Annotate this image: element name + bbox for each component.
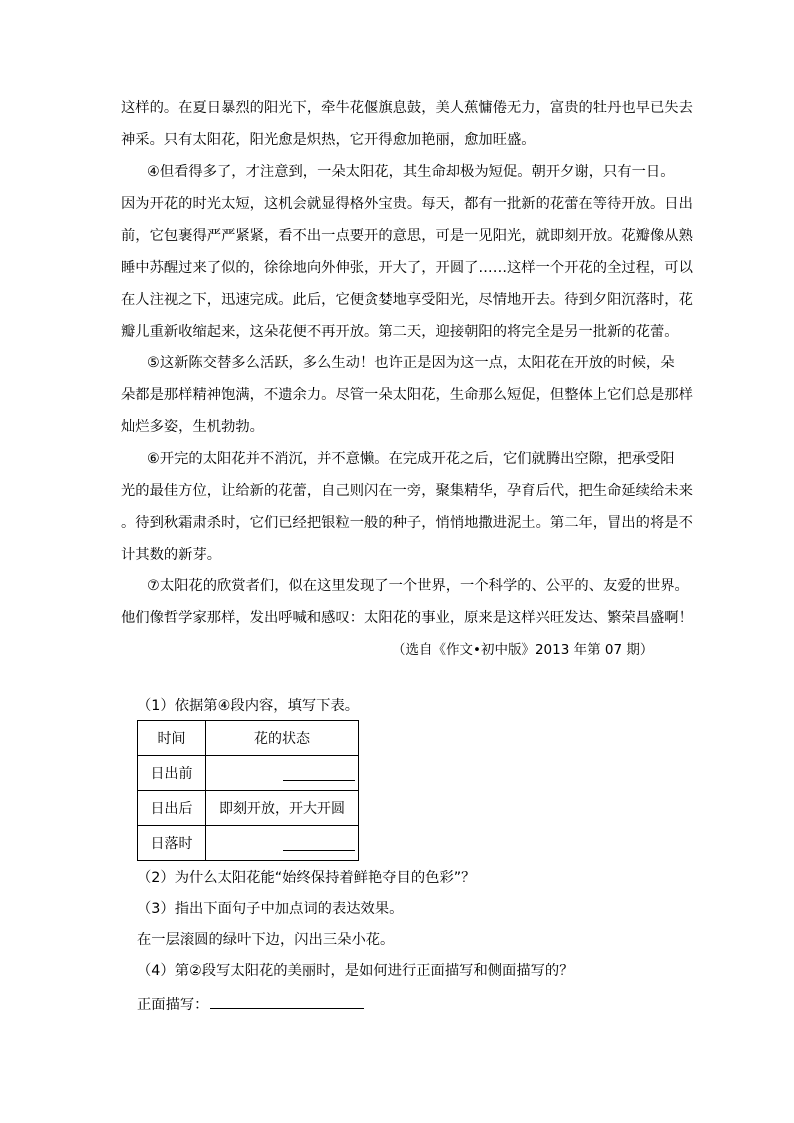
passage-line: 灿烂多姿，生机勃勃。 <box>121 419 264 435</box>
fill-blank[interactable] <box>283 850 355 851</box>
table-row <box>138 826 359 861</box>
table-row <box>138 791 359 826</box>
table-cell-state-blank[interactable] <box>206 826 359 861</box>
passage-line: 因为开花的时光太短，这机会就显得格外宝贵。每天，都有一批新的花蕾在等待开放。日出 <box>121 196 693 212</box>
question-4-answer-label: 正面描写： <box>137 997 209 1013</box>
table-header-row <box>138 721 359 756</box>
passage-line: 神采。只有太阳花，阳光愈是炽热，它开得愈加艳丽，愈加旺盛。 <box>121 132 536 148</box>
passage-line: 光的最佳方位，让给新的花蕾，自己则闪在一旁，聚集精华，孕育后代，把生命延续给未来 <box>121 483 693 499</box>
table-cell-time: 日出后 <box>138 791 206 826</box>
passage-line: ⑤这新陈交替多么活跃，多么生动！也许正是因为这一点，太阳花在开放的时候，朵 <box>147 355 675 371</box>
table-cell-state-blank[interactable] <box>206 756 359 791</box>
table-cell-state: 即刻开放，开大开圆 <box>206 791 359 826</box>
passage-line: 朵都是那样精神饱满，不遗余力。尽管一朵太阳花，生命那么短促，但整体上它们总是那样 <box>121 387 693 403</box>
question-3-sentence: 在一层滚圆的绿叶下边，闪出三朵小花。 <box>137 932 395 948</box>
question-3: （3）指出下面句子中加点词的表达效果。 <box>137 901 404 917</box>
question-4-answer-row <box>137 994 364 1015</box>
table-row <box>138 756 359 791</box>
passage-line: 计其数的新芽。 <box>121 547 222 563</box>
passage-line: ④但看得多了，才注意到，一朵太阳花，其生命却极为短促。朝开夕谢，只有一日。 <box>147 164 675 180</box>
answer-table <box>137 720 359 861</box>
passage-line: 睡中苏醒过来了似的，徐徐地向外伸张，开大了，开圆了……这样一个开花的全过程，可以 <box>121 260 693 276</box>
table-cell-time: 日出前 <box>138 756 206 791</box>
passage-line: ⑥开完的太阳花并不消沉，并不意懒。在完成开花之后，它们就腾出空隙，把承受阳 <box>147 451 675 467</box>
question-1: （1）依据第④段内容，填写下表。 <box>137 698 360 714</box>
passage-source: （选自《作文•初中版》2013 年第 07 期） <box>392 642 654 658</box>
table-header: 时间 <box>138 721 206 756</box>
passage-line: ⑦太阳花的欣赏者们，似在这里发现了一个世界，一个科学的、公平的、友爱的世界。 <box>147 578 689 594</box>
answer-blank[interactable] <box>210 994 364 1009</box>
passage-line: 瓣儿重新收缩起来，这朵花便不再开放。第二天，迎接朝阳的将完全是另一批新的花蕾。 <box>121 324 679 340</box>
question-2: （2）为什么太阳花能“始终保持着鲜艳夺目的色彩”？ <box>137 870 476 886</box>
question-4: （4）第②段写太阳花的美丽时，是如何进行正面描写和侧面描写的？ <box>137 963 574 979</box>
passage-line: 这样的。在夏日暴烈的阳光下，牵牛花偃旗息鼓，美人蕉慵倦无力，富贵的牡丹也早已失去 <box>121 100 693 116</box>
fill-blank[interactable] <box>283 780 355 781</box>
table-header: 花的状态 <box>206 721 359 756</box>
table-cell-time: 日落时 <box>138 826 206 861</box>
passage-line: 他们像哲学家那样，发出呼喊和感叹：太阳花的事业，原来是这样兴旺发达、繁荣昌盛啊！ <box>121 610 693 626</box>
passage-line: 前，它包裹得严严紧紧，看不出一点要开的意思，可是一见阳光，就即刻开放。花瓣像从熟 <box>121 228 693 244</box>
passage-line: 。待到秋霜肃杀时，它们已经把银粒一般的种子，悄悄地撒进泥土。第二年，冒出的将是不 <box>121 515 693 531</box>
passage-line: 在人注视之下，迅速完成。此后，它便贪婪地享受阳光，尽情地开去。待到夕阳沉落时，花 <box>121 292 693 308</box>
